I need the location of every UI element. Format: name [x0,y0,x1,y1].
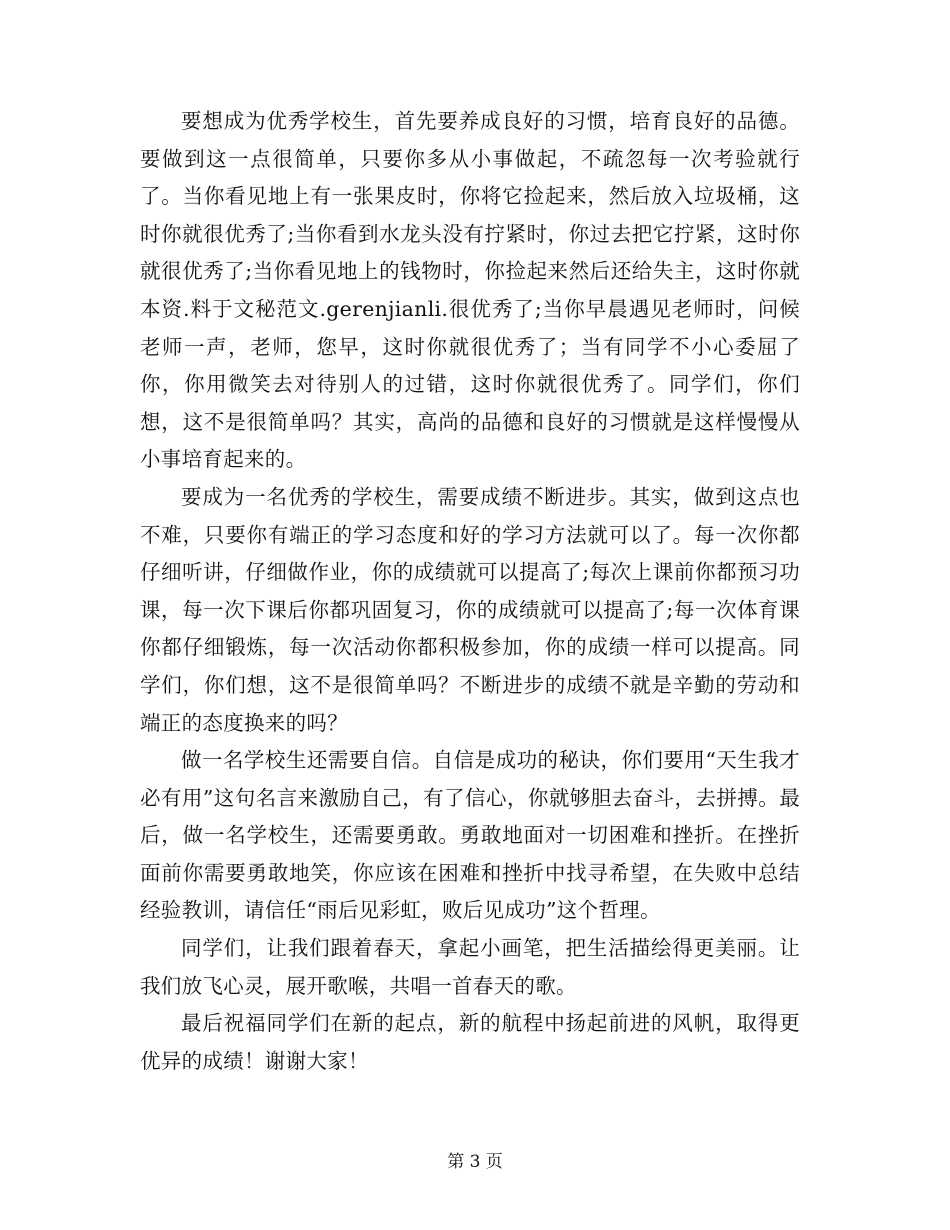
paragraph-spring: 同学们，让我们跟着春天，拿起小画笔，把生活描绘得更美丽。让我们放飞心灵，展开歌喉，共唱一首春天的歌。 [140,936,800,998]
paragraph-closing-wishes: 最后祝福同学们在新的起点，新的航程中扬起前进的风帆，取得更优异的成绩！谢谢大家！ [140,1011,800,1073]
document-body [140,103,800,1080]
paragraph-confidence-courage: 做一名学校生还需要自信。自信是成功的秘诀，你们要用“天生我才必有用”这句名言来激励自己，有了信心，你就够胆去奋斗，去拼搏。最后，做一名学校生，还需要勇敢。勇敢地面对一切困难和挫折。在挫折面前你需要勇敢地笑，你应该在困难和挫折中找寻希望，在失败中总结经验教训，请信任“雨后见彩虹，败后见成功”这个哲理。 [140,748,800,923]
page-number: 第 3 页 [447,1152,503,1172]
paragraph-good-habits: 要想成为优秀学校生，首先要养成良好的习惯，培育良好的品德。要做到这一点很简单，只要你多从小事做起，不疏忽每一次考验就行了。当你看见地上有一张果皮时，你将它捡起来，然后放入垃圾桶，这时你就很优秀了;当你看到水龙头没有拧紧时，你过去把它拧紧，这时你就很优秀了;当你看见地上的钱物时，你捡起来然后还给失主，这时你就本资.料于文秘范文.gerenjianli.很优秀了;当你早晨遇见老师时，问候老师一声，老师，您早，这时你就很优秀了；当有同学不小心委屈了你，你用微笑去对待别人的过错，这时你就很优秀了。同学们，你们想，这不是很简单吗？其实，高尚的品德和良好的习惯就是这样慢慢从小事培育起来的。 [140,109,800,472]
paragraph-grades-progress: 要成为一名优秀的学校生，需要成绩不断进步。其实，做到这点也不难，只要你有端正的学习态度和好的学习方法就可以了。每一次你都仔细听讲，仔细做作业，你的成绩就可以提高了;每次上课前你都预习功课，每一次下课后你都巩固复习，你的成绩就可以提高了;每一次体育课你都仔细锻炼，每一次活动你都积极参加，你的成绩一样可以提高。同学们，你们想，这不是很简单吗？不断进步的成绩不就是辛勤的劳动和端正的态度换来的吗？ [140,484,800,735]
